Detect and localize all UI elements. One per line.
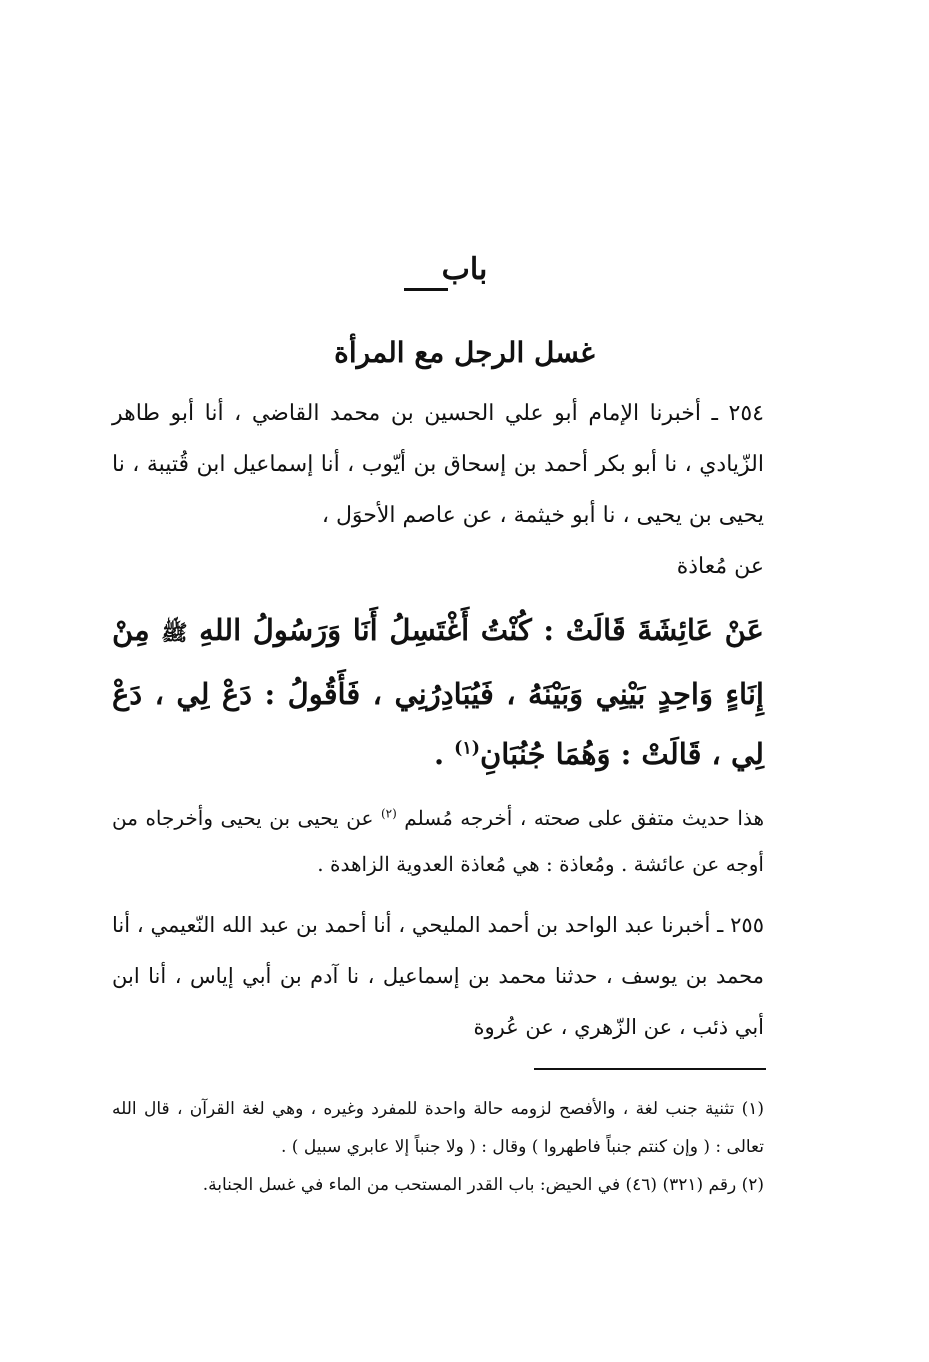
footnote-2: (٢) رقم (٣٢١) (٤٦) في الحيض: باب القدر المستحب من الماء في غسل الجنابة. bbox=[202, 1175, 764, 1195]
matn-rest: مِنْ إِنَاءٍ وَاحِدٍ بَيْنِي وَبَيْنَهُ ، فَيُبَادِرُنِي ، فَأَقُولُ : دَعْ لِي ، دَعْ لِي ، قَالَتْ : وَهُمَا جُنُبَانِ bbox=[112, 613, 764, 771]
bab-underline bbox=[404, 288, 448, 291]
chapter-title: غسل الرجل مع المرأة bbox=[334, 336, 595, 369]
footnote-1: (١) تثنية جنب لغة ، والأفصح لزومه حالة واحدة للمفرد وغيره ، وهي لغة القرآن ، قال الله تعالى : ( وإن كنتم جنباً فاطهروا ) وقال : ( ولا جنباً إلا عابري سبيل ) . bbox=[112, 1099, 764, 1157]
hadith-254-matn bbox=[112, 600, 764, 784]
hadith-254-commentary bbox=[112, 795, 764, 887]
footnote-ref-1: (١) bbox=[454, 738, 480, 759]
salla-ligature: ﷺ bbox=[161, 621, 188, 646]
matn-end: . bbox=[433, 737, 445, 771]
comment-before: هذا حديث متفق على صحته ، أخرجه مُسلم bbox=[404, 806, 765, 830]
bab-heading: باب bbox=[441, 252, 488, 287]
hadith-254-isnad bbox=[112, 388, 764, 592]
hadith-255-isnad bbox=[112, 900, 764, 1053]
footnotes bbox=[112, 1090, 764, 1204]
isnad-text: ٢٥٥ ـ أخبرنا عبد الواحد بن أحمد المليحي ، أنا أحمد بن عبد الله النّعيمي ، أنا محمد بن يوسف ، حدثنا محمد بن إسماعيل ، نا آدم بن أبي إياس ، أنا ابن أبي ذئب ، عن الزّهري ، عن عُروة bbox=[112, 913, 764, 1039]
footnote-ref-2: (٢) bbox=[380, 806, 397, 821]
comment-after: عن يحيى بن يحيى وأخرجاه من أوجه عن عائشة . ومُعاذة : هي مُعاذة العدوية الزاهدة . bbox=[112, 806, 764, 876]
isnad-text: ٢٥٤ ـ أخبرنا الإمام أبو علي الحسين بن محمد القاضي ، أنا أبو طاهر الزّيادي ، نا أبو بكر أحمد بن إسحاق بن أيّوب ، أنا إسماعيل ابن قُتيبة ، نا يحيى بن يحيى ، نا أبو خيثمة ، عن عاصم الأحوَل ، bbox=[112, 401, 764, 528]
isnad-end: عن مُعاذة bbox=[676, 554, 764, 579]
footnote-separator bbox=[534, 1068, 766, 1070]
matn-main: عَنْ عَائِشَةَ قَالَتْ : كُنْتُ أَغْتَسِلُ أَنَا وَرَسُولُ اللهِ bbox=[199, 613, 764, 647]
